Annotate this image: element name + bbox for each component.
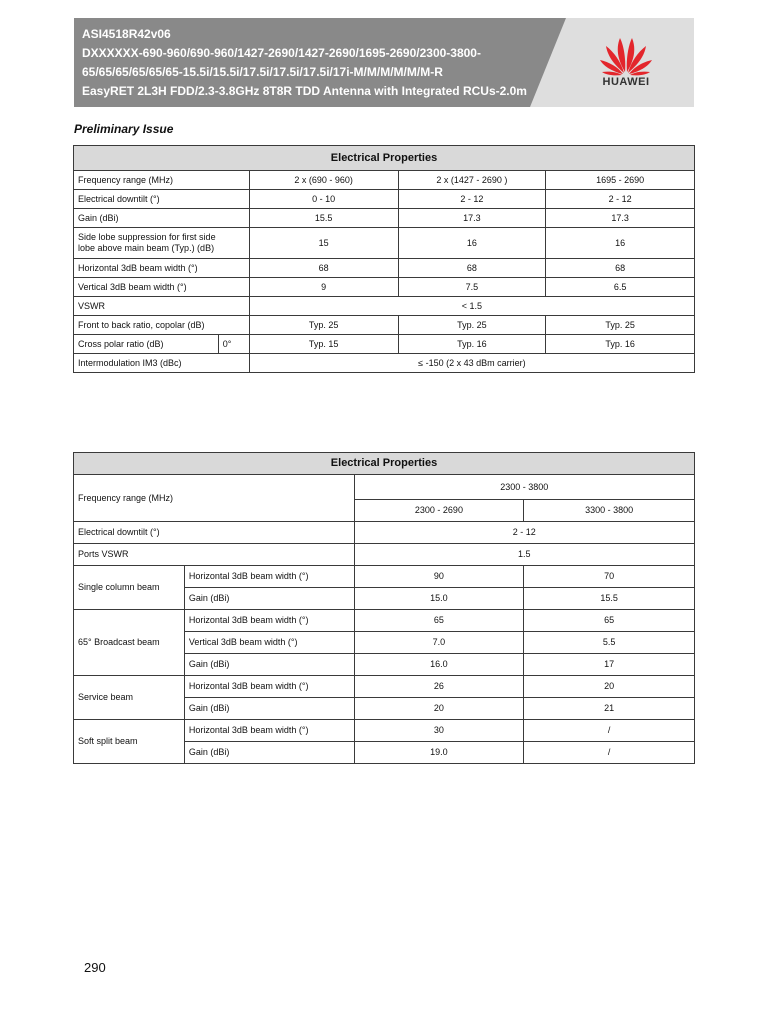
huawei-logo bbox=[596, 32, 656, 92]
row-label: Electrical downtilt (°) bbox=[74, 190, 250, 209]
header-title-block bbox=[82, 25, 572, 101]
cell: Typ. 25 bbox=[249, 316, 398, 335]
row-label: Gain (dBi) bbox=[74, 209, 250, 228]
table-row bbox=[74, 720, 695, 742]
cell: 70 bbox=[524, 566, 695, 588]
cell: 68 bbox=[249, 259, 398, 278]
row-label: Horizontal 3dB beam width (°) bbox=[184, 676, 354, 698]
cell: 19.0 bbox=[354, 742, 524, 764]
cell: 21 bbox=[524, 698, 695, 720]
model-spec-line-1: DXXXXXX-690-960/690-960/1427-2690/1427-2690/1695-2690/2300-3800- bbox=[82, 46, 481, 60]
table-title-row bbox=[74, 453, 695, 475]
huawei-flower-icon bbox=[596, 32, 656, 76]
electrical-properties-table-fdd bbox=[73, 145, 695, 373]
table-row bbox=[74, 228, 695, 259]
cell: 7.0 bbox=[354, 632, 524, 654]
row-label: Intermodulation IM3 (dBc) bbox=[74, 354, 250, 373]
cell: 65 bbox=[524, 610, 695, 632]
row-label: Frequency range (MHz) bbox=[74, 475, 355, 522]
cell: 20 bbox=[354, 698, 524, 720]
cell: 2 x (690 - 960) bbox=[249, 171, 398, 190]
table-title: Electrical Properties bbox=[74, 146, 695, 171]
row-label bbox=[74, 228, 250, 259]
row-label: Vertical 3dB beam width (°) bbox=[74, 278, 250, 297]
cell: ≤ -150 (2 x 43 dBm carrier) bbox=[249, 354, 694, 373]
row-label: Horizontal 3dB beam width (°) bbox=[184, 610, 354, 632]
row-label: Frequency range (MHz) bbox=[74, 171, 250, 190]
group-label: Soft split beam bbox=[74, 720, 185, 764]
cell: Typ. 15 bbox=[249, 335, 398, 354]
cell: Typ. 16 bbox=[398, 335, 546, 354]
cell: 2300 - 2690 bbox=[354, 500, 524, 522]
cell: 15.0 bbox=[354, 588, 524, 610]
cell: 2300 - 3800 bbox=[354, 475, 694, 500]
model-description: EasyRET 2L3H FDD/2.3-3.8GHz 8T8R TDD Antenna with Integrated RCUs-2.0m bbox=[82, 84, 527, 98]
table-row bbox=[74, 544, 695, 566]
cell: Typ. 25 bbox=[546, 316, 695, 335]
table-row bbox=[74, 676, 695, 698]
cell: 65 bbox=[354, 610, 524, 632]
row-label-line-2: lobe above main beam (Typ.) (dB) bbox=[78, 243, 215, 253]
table-row bbox=[74, 297, 695, 316]
cell: 68 bbox=[546, 259, 695, 278]
cell: 17.3 bbox=[398, 209, 546, 228]
cell: 7.5 bbox=[398, 278, 546, 297]
cell: 9 bbox=[249, 278, 398, 297]
row-label: VSWR bbox=[74, 297, 250, 316]
cell: 90 bbox=[354, 566, 524, 588]
group-label: Service beam bbox=[74, 676, 185, 720]
cell: 3300 - 3800 bbox=[524, 500, 695, 522]
table-row bbox=[74, 190, 695, 209]
row-label: Cross polar ratio (dB) bbox=[74, 335, 219, 354]
group-label: Single column beam bbox=[74, 566, 185, 610]
table-row bbox=[74, 259, 695, 278]
row-label: Ports VSWR bbox=[74, 544, 355, 566]
page-number: 290 bbox=[84, 960, 106, 975]
row-label: Gain (dBi) bbox=[184, 654, 354, 676]
table-row bbox=[74, 566, 695, 588]
cell: 15 bbox=[249, 228, 398, 259]
table-row bbox=[74, 475, 695, 500]
table-row bbox=[74, 335, 695, 354]
row-label: Gain (dBi) bbox=[184, 588, 354, 610]
cell: 16 bbox=[546, 228, 695, 259]
cell: 5.5 bbox=[524, 632, 695, 654]
cell: 17 bbox=[524, 654, 695, 676]
cell: 2 - 12 bbox=[354, 522, 694, 544]
cell: 26 bbox=[354, 676, 524, 698]
table-title: Electrical Properties bbox=[74, 453, 695, 475]
cell: 20 bbox=[524, 676, 695, 698]
row-label: Horizontal 3dB beam width (°) bbox=[184, 720, 354, 742]
cell: 6.5 bbox=[546, 278, 695, 297]
table-row bbox=[74, 171, 695, 190]
row-label: Vertical 3dB beam width (°) bbox=[184, 632, 354, 654]
cell: 17.3 bbox=[546, 209, 695, 228]
cell: 2 - 12 bbox=[546, 190, 695, 209]
cell: 0 - 10 bbox=[249, 190, 398, 209]
angle-cell: 0° bbox=[218, 335, 249, 354]
cell: < 1.5 bbox=[249, 297, 694, 316]
cell: 16 bbox=[398, 228, 546, 259]
table-title-row bbox=[74, 146, 695, 171]
cell: 1695 - 2690 bbox=[546, 171, 695, 190]
model-number: ASI4518R42v06 bbox=[82, 27, 171, 41]
cell: 68 bbox=[398, 259, 546, 278]
cell: 2 x (1427 - 2690 ) bbox=[398, 171, 546, 190]
row-label-line-1: Side lobe suppression for first side bbox=[78, 232, 216, 242]
row-label: Horizontal 3dB beam width (°) bbox=[184, 566, 354, 588]
table-row bbox=[74, 278, 695, 297]
preliminary-issue-label: Preliminary Issue bbox=[74, 122, 174, 136]
table-row bbox=[74, 354, 695, 373]
model-spec-line-2: 65/65/65/65/65/65-15.5i/15.5i/17.5i/17.5i/17.5i/17i-M/M/M/M/M/M-R bbox=[82, 65, 443, 79]
electrical-properties-table-tdd bbox=[73, 452, 695, 764]
cell: Typ. 25 bbox=[398, 316, 546, 335]
cell: 15.5 bbox=[249, 209, 398, 228]
table-row bbox=[74, 209, 695, 228]
cell: 30 bbox=[354, 720, 524, 742]
group-label: 65° Broadcast beam bbox=[74, 610, 185, 676]
table-row bbox=[74, 316, 695, 335]
cell: 15.5 bbox=[524, 588, 695, 610]
cell: 1.5 bbox=[354, 544, 694, 566]
row-label: Horizontal 3dB beam width (°) bbox=[74, 259, 250, 278]
cell: Typ. 16 bbox=[546, 335, 695, 354]
cell: 2 - 12 bbox=[398, 190, 546, 209]
row-label: Gain (dBi) bbox=[184, 698, 354, 720]
brand-name: HUAWEI bbox=[602, 76, 650, 88]
table-row bbox=[74, 610, 695, 632]
document-header bbox=[74, 18, 694, 107]
cell: / bbox=[524, 720, 695, 742]
cell: 16.0 bbox=[354, 654, 524, 676]
row-label: Gain (dBi) bbox=[184, 742, 354, 764]
row-label: Electrical downtilt (°) bbox=[74, 522, 355, 544]
row-label: Front to back ratio, copolar (dB) bbox=[74, 316, 250, 335]
cell: / bbox=[524, 742, 695, 764]
table-row bbox=[74, 522, 695, 544]
